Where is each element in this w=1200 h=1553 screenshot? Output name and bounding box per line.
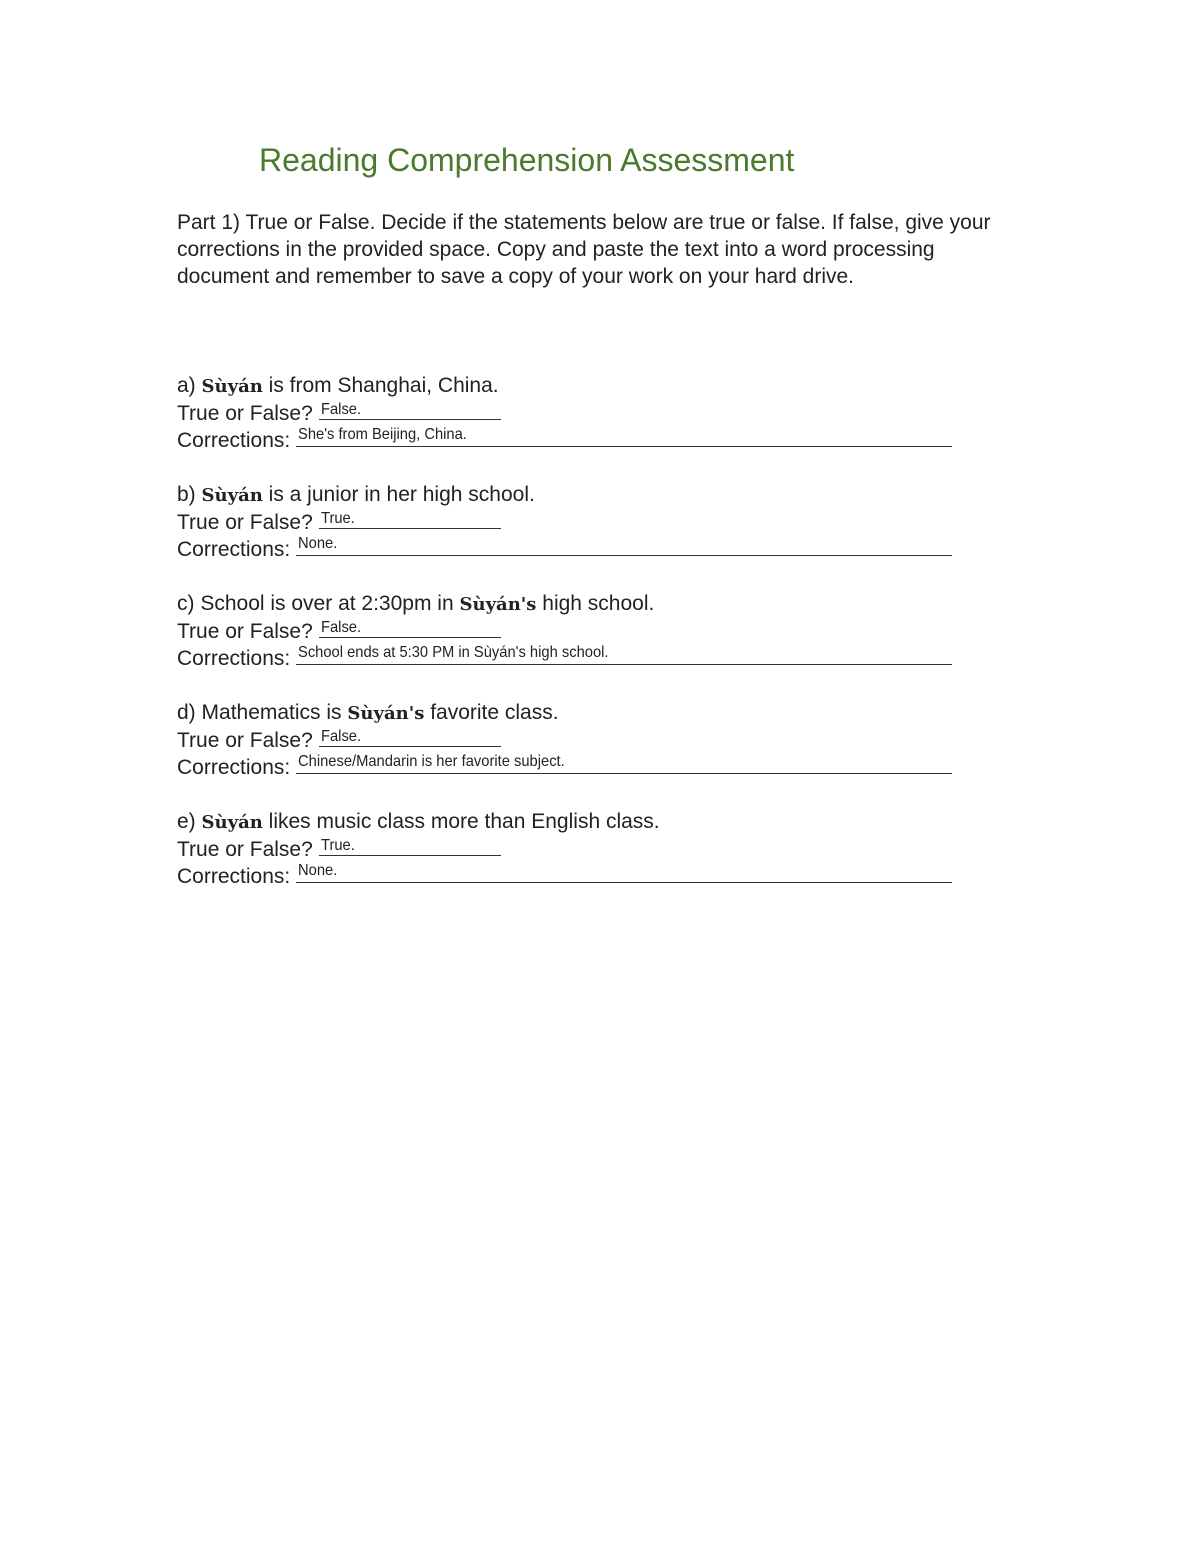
question-letter: a) [177,374,196,397]
corrections-field-e[interactable] [296,862,952,883]
corrections-field-d[interactable] [296,753,952,774]
true-false-answer-d: False. [320,728,361,745]
true-false-label: True or False? [177,511,313,534]
corrections-label: Corrections: [177,865,291,888]
student-name-possessive: Sùyán's [459,594,537,615]
corrections-answer-c: School ends at 5:30 PM in Sùyán's high school. [298,644,609,661]
question-c [177,590,997,671]
question-letter: b) [177,483,196,506]
statement-text-pre: Mathematics is [195,701,348,724]
question-letter: c) [177,592,195,615]
statement-text: favorite class. [424,701,559,724]
true-false-label: True or False? [177,838,313,861]
true-false-answer-e: True. [320,837,355,854]
true-false-row-b [177,508,997,535]
statement-text-pre: School is over at 2:30pm in [194,592,460,615]
corrections-label: Corrections: [177,429,291,452]
corrections-label: Corrections: [177,538,291,561]
true-false-answer-c: False. [320,619,361,636]
corrections-label: Corrections: [177,647,291,670]
true-false-label: True or False? [177,402,313,425]
corrections-answer-e: None. [298,862,338,879]
student-name: Sùyán [201,485,263,506]
true-false-answer-field-e[interactable] [319,835,501,856]
true-false-row-e [177,835,997,862]
student-name-possessive: Sùyán's [347,703,425,724]
true-false-answer-b: True. [320,510,355,527]
true-false-answer-field-d[interactable] [319,726,501,747]
statement-text: is a junior in her high school. [262,483,535,506]
statement-text: likes music class more than English class. [262,810,660,833]
true-false-label: True or False? [177,729,313,752]
corrections-answer-d: Chinese/Mandarin is her favorite subject. [298,753,565,770]
statement-d [177,699,997,726]
corrections-label: Corrections: [177,756,291,779]
true-false-answer-a: False. [320,401,361,418]
corrections-answer-a: She's from Beijing, China. [298,426,467,443]
corrections-row-c [177,644,997,671]
student-name: Sùyán [201,376,263,397]
corrections-field-a[interactable] [296,426,952,447]
statement-b [177,481,997,508]
corrections-field-c[interactable] [296,644,952,665]
corrections-answer-b: None. [298,535,338,552]
true-false-answer-field-a[interactable] [319,399,501,420]
corrections-row-e [177,862,997,889]
question-letter: e) [177,810,196,833]
corrections-row-b [177,535,997,562]
instructions-paragraph: Part 1) True or False. Decide if the statements below are true or false. If false, give your corrections in the provided space. Copy and paste the text into a word processing document and remember to save a copy of your work on your hard drive. [177,211,991,288]
corrections-row-a [177,426,997,453]
question-d [177,699,997,780]
true-false-row-c [177,617,997,644]
corrections-row-d [177,753,997,780]
true-false-label: True or False? [177,620,313,643]
true-false-row-a [177,399,997,426]
statement-a [177,372,997,399]
question-b [177,481,997,562]
true-false-row-d [177,726,997,753]
true-false-answer-field-b[interactable] [319,508,501,529]
question-e [177,808,997,889]
student-name: Sùyán [201,812,263,833]
true-false-answer-field-c[interactable] [319,617,501,638]
question-a [177,372,997,453]
page-title: Reading Comprehension Assessment [259,142,795,178]
statement-e [177,808,997,835]
statement-text: high school. [536,592,655,615]
statement-c [177,590,997,617]
corrections-field-b[interactable] [296,535,952,556]
statement-text: is from Shanghai, China. [262,374,499,397]
question-letter: d) [177,701,196,724]
